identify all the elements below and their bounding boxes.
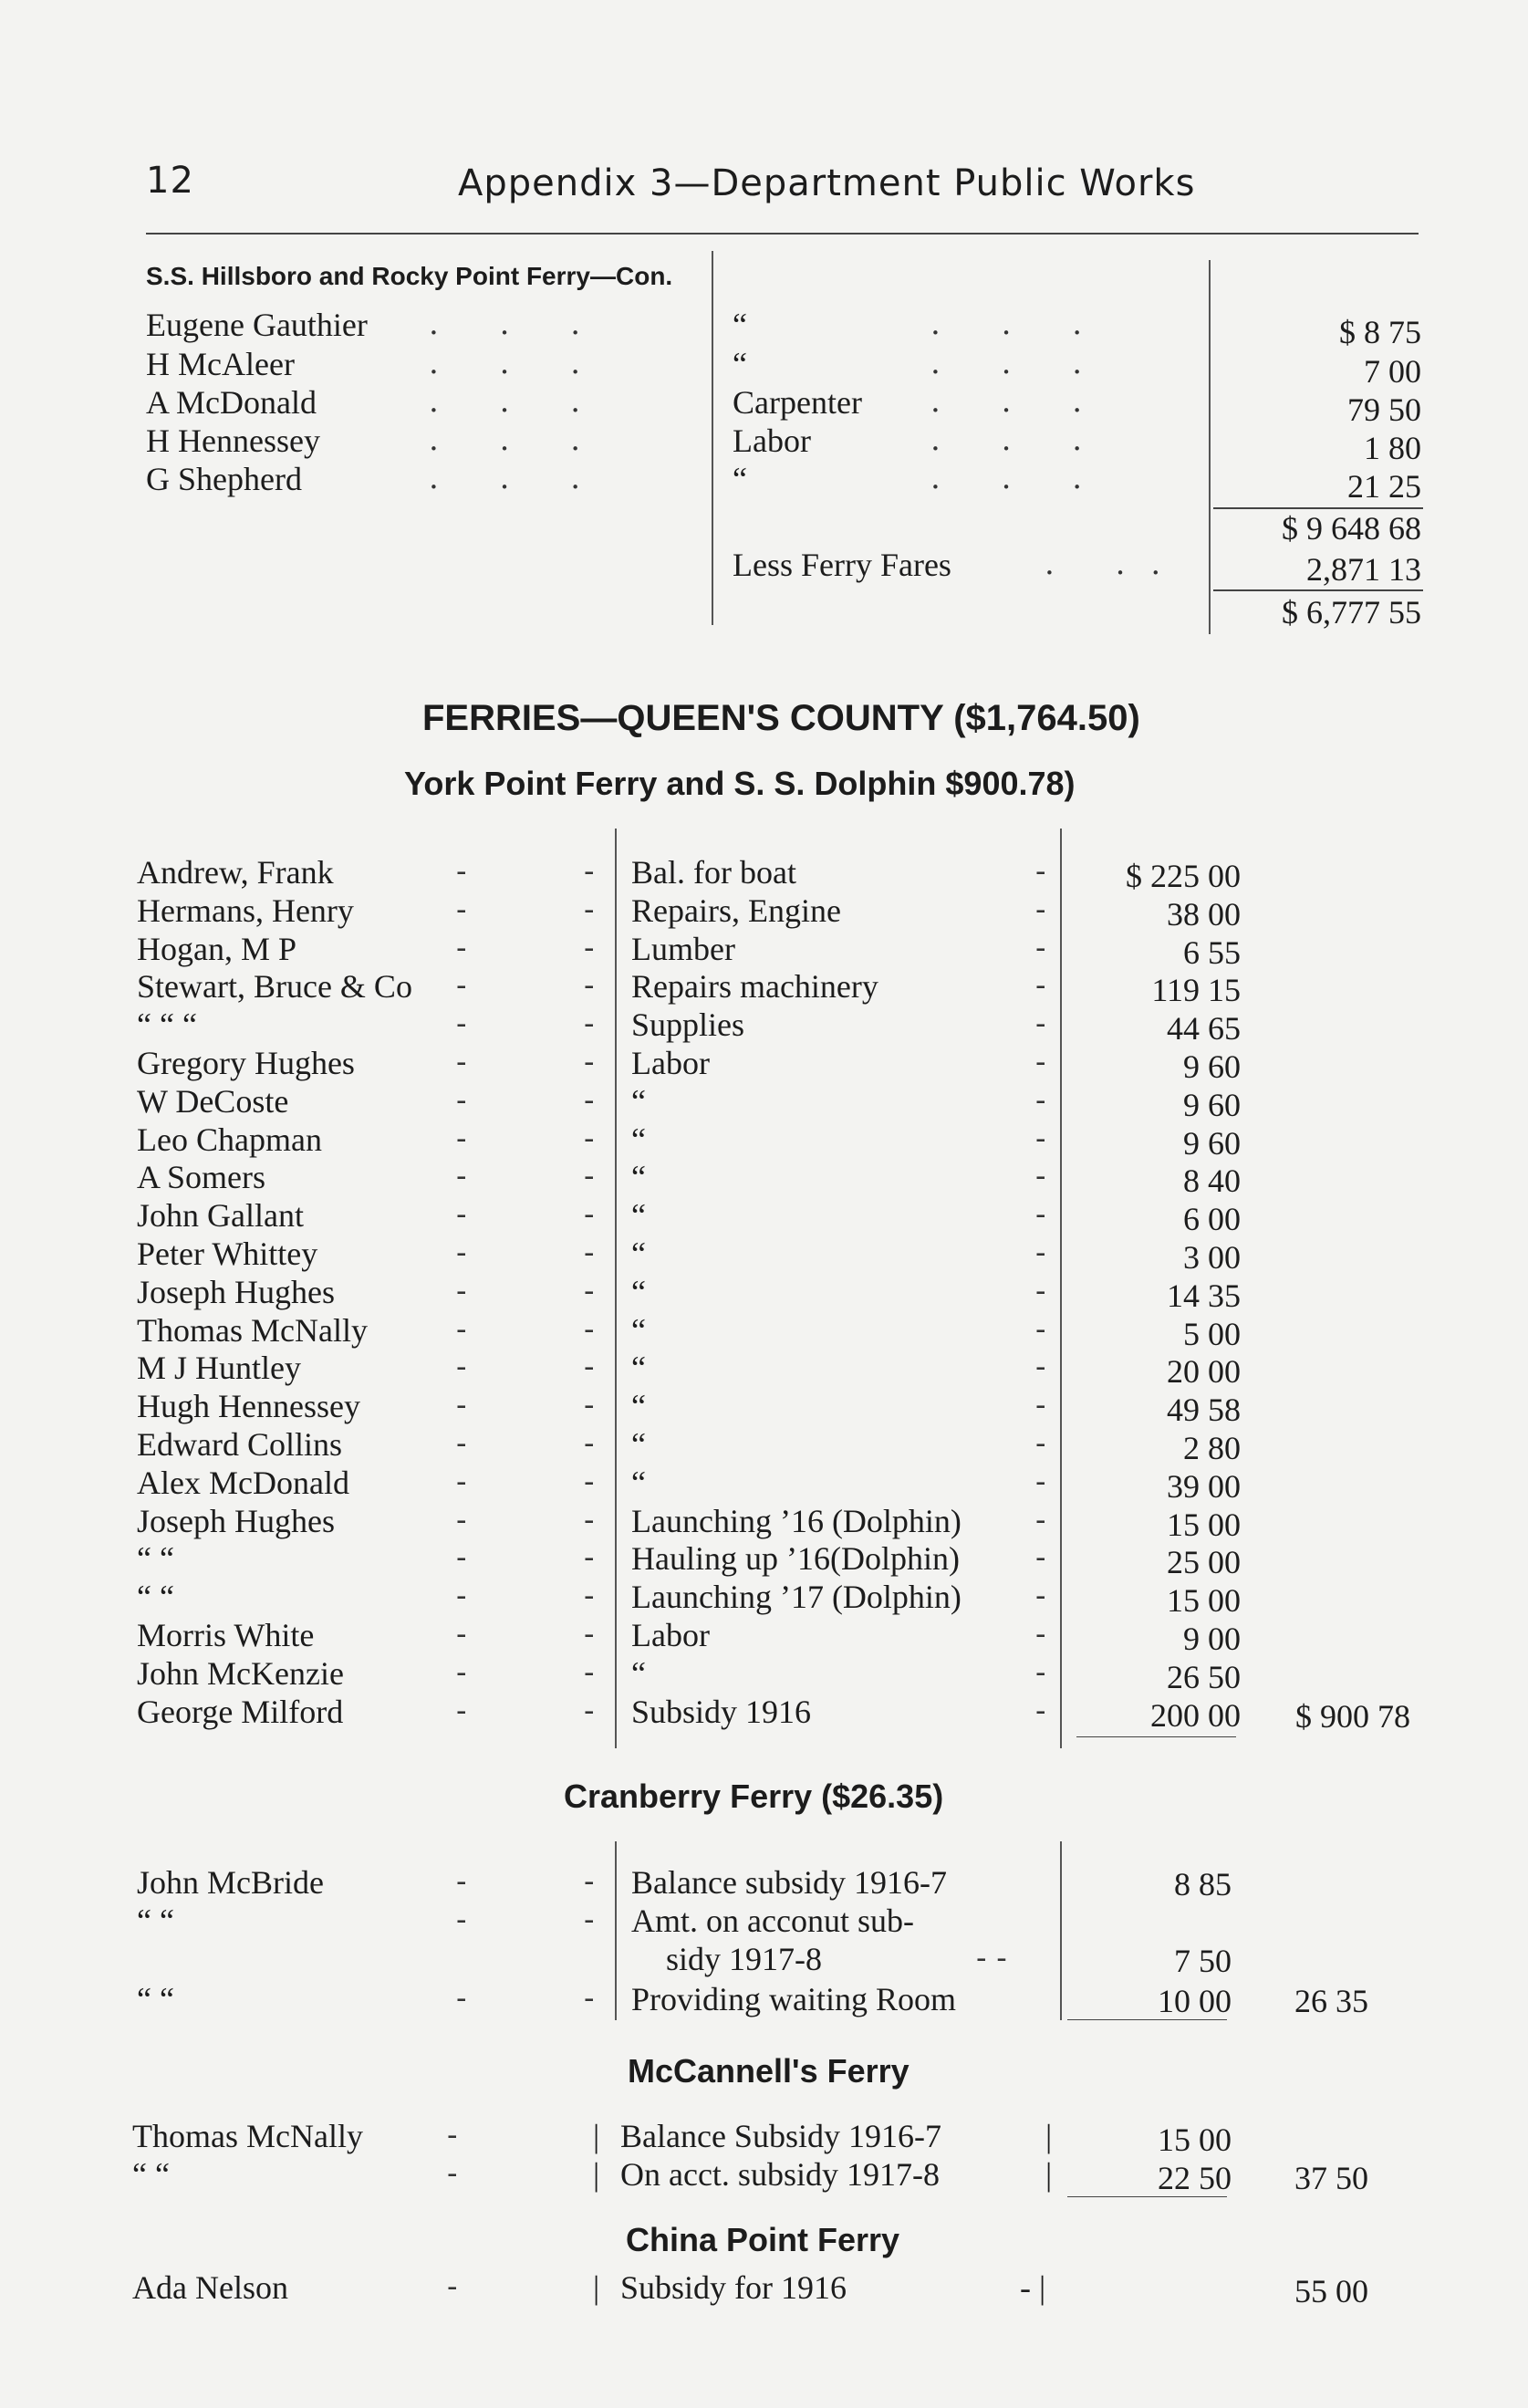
leader-dash: - <box>1035 1425 1046 1462</box>
entry-description: “ <box>733 346 747 382</box>
leader-dash: - <box>456 1502 467 1538</box>
leader-dash: - <box>456 1311 467 1348</box>
entry-amount: 119 15 <box>1151 972 1241 1008</box>
leader-dash: - <box>584 1235 595 1271</box>
entry-name: Alex McDonald <box>137 1465 349 1501</box>
leader-dash: - <box>456 1464 467 1500</box>
entry-amount: 3 00 <box>1183 1239 1241 1276</box>
entry-name: Stewart, Bruce & Co <box>137 968 412 1005</box>
leader-dash: - <box>1035 1349 1046 1385</box>
entry-name: A McDonald <box>146 384 317 421</box>
entry-description: Labor <box>631 1617 710 1653</box>
leader-dash: - <box>584 930 595 966</box>
entry-description: Labor <box>733 422 811 459</box>
entry-amount: 15 00 <box>1167 1506 1241 1543</box>
leader-dots: . . . <box>429 345 607 381</box>
entry-amount: 20 00 <box>1167 1353 1241 1390</box>
leader-dash: - <box>1035 1578 1046 1614</box>
entry-description: Supplies <box>631 1006 745 1043</box>
entry-description: On acct. subsidy 1917-8 <box>620 2156 940 2193</box>
column-divider <box>1060 829 1062 1748</box>
entry-name: Peter Whittey <box>137 1235 318 1272</box>
leader-dots: . . . <box>930 422 1108 458</box>
entry-name: “ “ “ <box>137 1006 197 1043</box>
entry-description: Providing waiting Room <box>631 1981 957 2017</box>
entry-description: “ <box>631 1655 646 1692</box>
leader-dash: - <box>447 2155 458 2192</box>
leader-dots: . . . <box>930 345 1108 381</box>
leader-dash: - <box>584 1980 595 2017</box>
leader-dots: . . . <box>930 306 1108 342</box>
entry-description: Bal. for boat <box>631 854 796 891</box>
entry-amount: 9 60 <box>1183 1125 1241 1162</box>
header-rule <box>146 233 1419 235</box>
entry-description: “ <box>631 1350 646 1386</box>
leader-dash: - <box>1035 1044 1046 1080</box>
column-bar: | <box>1045 2118 1053 2154</box>
entry-amount: 26 50 <box>1167 1659 1241 1695</box>
leader-dash: - <box>584 1273 595 1309</box>
leader-dash: - <box>584 1616 595 1652</box>
leader-dash: - <box>1035 1006 1046 1042</box>
entry-description: Labor <box>631 1045 710 1081</box>
entry-amount: 39 00 <box>1167 1468 1241 1505</box>
entry-name: Ada Nelson <box>132 2269 288 2306</box>
entry-name: “ “ <box>137 1579 174 1615</box>
leader-dots: . . . <box>429 460 607 496</box>
hillsboro-total: $ 6,777 55 <box>1282 594 1421 631</box>
entry-name: Edward Collins <box>137 1426 342 1463</box>
leader-dash: - <box>456 1235 467 1271</box>
entry-amount: 22 50 <box>1158 2160 1232 2196</box>
leader-dash: - <box>1035 1273 1046 1309</box>
leader-dots: . . . <box>429 383 607 420</box>
leader-dash: - <box>584 1044 595 1080</box>
leader-dash: - <box>1035 853 1046 890</box>
section-heading-cranberry: Cranberry Ferry ($26.35) <box>564 1777 944 1815</box>
mccannell-sum-rule <box>1067 2196 1227 2197</box>
subtotal-amount: $ 9 648 68 <box>1282 510 1421 547</box>
entry-description: “ <box>631 1121 646 1158</box>
leader-dash: - <box>456 930 467 966</box>
entry-name: G Shepherd <box>146 461 302 497</box>
entry-description: “ <box>733 307 747 343</box>
leader-dash: - <box>456 1387 467 1423</box>
leader-dash: - <box>584 1863 595 1900</box>
cranberry-total: 26 35 <box>1294 1983 1368 2019</box>
leader-dash: - <box>1035 1616 1046 1652</box>
entry-description: “ <box>631 1426 646 1463</box>
entry-amount: 10 00 <box>1158 1983 1232 2019</box>
entry-amount: 14 35 <box>1167 1277 1241 1314</box>
entry-name: “ “ <box>137 1540 174 1577</box>
entry-name: Eugene Gauthier <box>146 307 368 343</box>
section-heading-mccannell: McCannell's Ferry <box>628 2052 910 2090</box>
entry-name: Leo Chapman <box>137 1121 322 1158</box>
entry-name: Joseph Hughes <box>137 1503 335 1539</box>
section-heading-york: York Point Ferry and S. S. Dolphin $900.78) <box>404 765 1076 802</box>
leader-dash: - <box>456 1863 467 1900</box>
leader-dash: - <box>584 1196 595 1233</box>
cranberry-sum-rule <box>1067 2019 1227 2020</box>
entry-amount: 55 00 <box>1294 2273 1368 2309</box>
leader-dash: - <box>456 1616 467 1652</box>
leader-dash: - <box>447 2117 458 2153</box>
entry-description: Repairs, Engine <box>631 892 841 929</box>
leader-dash: - <box>1035 930 1046 966</box>
entry-description: Hauling up ’16(Dolphin) <box>631 1540 960 1577</box>
entry-description: Repairs machinery <box>631 968 878 1005</box>
leader-dash: - <box>1035 1121 1046 1157</box>
column-bar: | <box>593 2156 600 2193</box>
leader-dash: - <box>1035 1654 1046 1691</box>
leader-dash: - <box>1035 1082 1046 1119</box>
leader-dots: . . . <box>429 306 607 342</box>
leader-dots: . . . <box>930 383 1108 420</box>
york-sum-rule <box>1076 1736 1236 1737</box>
ferries-title: FERRIES—QUEEN'S COUNTY ($1,764.50) <box>422 698 1140 738</box>
leader-dash: - <box>456 1006 467 1042</box>
leader-dash: - <box>456 891 467 928</box>
leader-dash: - <box>584 967 595 1004</box>
entry-amount: 7 50 <box>1174 1943 1232 1979</box>
entry-description: “ <box>631 1465 646 1501</box>
entry-name: Thomas McNally <box>132 2118 363 2154</box>
entry-amount: 15 00 <box>1167 1582 1241 1619</box>
entry-name: John McKenzie <box>137 1655 344 1692</box>
leader-dash: - <box>584 1539 595 1576</box>
entry-amount: 9 60 <box>1183 1048 1241 1085</box>
leader-dash: - <box>456 1980 467 2017</box>
leader-dash: - <box>584 1902 595 1938</box>
entry-amount: 38 00 <box>1167 896 1241 933</box>
leader-dash: - <box>1035 1158 1046 1194</box>
leader-dash: - <box>584 1387 595 1423</box>
entry-name: Gregory Hughes <box>137 1045 355 1081</box>
entry-description: Carpenter <box>733 384 862 421</box>
column-divider <box>1060 1841 1062 2020</box>
entry-name: M J Huntley <box>137 1350 301 1386</box>
entry-amount: 15 00 <box>1158 2121 1232 2158</box>
leader-dash: - <box>1035 1196 1046 1233</box>
entry-name: H McAleer <box>146 346 295 382</box>
leader-dash: - <box>1035 1235 1046 1271</box>
leader-dash: - <box>456 1693 467 1729</box>
entry-description: Balance Subsidy 1916-7 <box>620 2118 941 2154</box>
leader-dash: - <box>584 1082 595 1119</box>
entry-name: John Gallant <box>137 1197 304 1234</box>
entry-amount: 200 00 <box>1150 1697 1241 1734</box>
leader-dash: - <box>456 1578 467 1614</box>
leader-dash: - <box>1035 1464 1046 1500</box>
entry-name: H Hennessey <box>146 422 320 459</box>
leader-dash: - <box>1035 891 1046 928</box>
leader-dash: - <box>584 1158 595 1194</box>
mccannell-total: 37 50 <box>1294 2160 1368 2196</box>
leader-dash: - <box>584 1425 595 1462</box>
entry-amount: 7 00 <box>1364 353 1421 390</box>
leader-dash: - <box>456 1121 467 1157</box>
entry-name: Joseph Hughes <box>137 1274 335 1310</box>
column-bar: | <box>593 2269 600 2306</box>
entry-amount: 49 58 <box>1167 1392 1241 1428</box>
entry-description: Subsidy 1916 <box>631 1694 812 1730</box>
entry-amount: 44 65 <box>1167 1010 1241 1047</box>
entry-name: Hogan, M P <box>137 931 297 967</box>
entry-name: George Milford <box>137 1694 344 1730</box>
leader-dash: - <box>1035 967 1046 1004</box>
entry-amount: 8 85 <box>1174 1866 1232 1902</box>
column-divider <box>1209 260 1211 634</box>
entry-description: “ <box>631 1274 646 1310</box>
entry-name: “ “ <box>137 1981 174 2017</box>
entry-name: Hermans, Henry <box>137 892 354 929</box>
leader-dash: - <box>456 967 467 1004</box>
entry-name: Andrew, Frank <box>137 854 334 891</box>
entry-amount: 79 50 <box>1347 391 1421 428</box>
leader-dash: - <box>456 1044 467 1080</box>
entry-description: Balance subsidy 1916-7 <box>631 1864 947 1901</box>
entry-amount: 21 25 <box>1347 468 1421 505</box>
entry-name: “ “ <box>132 2156 170 2193</box>
leader-dots: . .. <box>1045 546 1187 582</box>
leader-dash: - <box>456 1082 467 1119</box>
leader-dash: - <box>584 1654 595 1691</box>
leader-dash: - <box>456 1654 467 1691</box>
york-total: $ 900 78 <box>1295 1698 1410 1735</box>
leader-dash: - <box>584 1693 595 1729</box>
entry-amount: 6 55 <box>1183 934 1241 971</box>
leader-dash: - <box>447 2268 458 2305</box>
leader-dash: - <box>456 1273 467 1309</box>
leader-dash: - <box>584 1311 595 1348</box>
leader-dash: - <box>584 1349 595 1385</box>
leader-dash: - <box>456 1539 467 1576</box>
entry-name: W DeCoste <box>137 1083 289 1120</box>
leader-dash: - <box>584 1464 595 1500</box>
column-divider <box>615 1841 617 2020</box>
entry-amount: $ 8 75 <box>1339 314 1421 350</box>
page-title: Appendix 3—Department Public Works <box>458 162 1196 204</box>
leader-dash: - <box>1035 1693 1046 1729</box>
entry-amount: 9 00 <box>1183 1621 1241 1657</box>
leader-dash: - <box>584 891 595 928</box>
entry-amount: 25 00 <box>1167 1544 1241 1580</box>
entry-amount: 2 80 <box>1183 1430 1241 1466</box>
entry-name: Hugh Hennessey <box>137 1388 360 1424</box>
entry-name: Morris White <box>137 1617 315 1653</box>
column-divider <box>615 829 617 1748</box>
entry-amount: 6 00 <box>1183 1201 1241 1237</box>
entry-amount: 8 40 <box>1183 1162 1241 1199</box>
entry-amount: 1 80 <box>1364 430 1421 466</box>
less-fares-amount: 2,871 13 <box>1306 551 1421 588</box>
leader-dash: - <box>456 1196 467 1233</box>
total-rule <box>1213 589 1423 591</box>
less-fares-label: Less Ferry Fares <box>733 547 951 583</box>
entry-description: Launching ’16 (Dolphin) <box>631 1503 961 1539</box>
page-number: 12 <box>146 160 194 202</box>
entry-description: “ <box>631 1083 646 1120</box>
entry-name: Thomas McNally <box>137 1312 368 1349</box>
leader-dash: - <box>456 1902 467 1938</box>
leader-dash: - <box>456 1349 467 1385</box>
entry-name: A Somers <box>137 1159 266 1195</box>
entry-name: “ “ <box>137 1902 174 1939</box>
leader-dash: - <box>584 853 595 890</box>
leader-dash: - <box>456 1158 467 1194</box>
entry-description: “ <box>733 461 747 497</box>
leader-dash: - <box>584 1121 595 1157</box>
entry-name: John McBride <box>137 1864 324 1901</box>
entry-description: “ <box>631 1388 646 1424</box>
entry-description: “ <box>631 1312 646 1349</box>
entry-amount: 9 60 <box>1183 1087 1241 1123</box>
leader-dash: - <box>1035 1311 1046 1348</box>
entry-description: Lumber <box>631 931 735 967</box>
leader-dash: - - <box>976 1940 1007 1976</box>
column-bar: | <box>1045 2156 1053 2193</box>
entry-description: “ <box>631 1235 646 1272</box>
entry-description-cont: sidy 1917-8 <box>666 1941 822 1977</box>
leader-dash: - <box>1035 1502 1046 1538</box>
leader-dash: - <box>456 1425 467 1462</box>
entry-amount: 5 00 <box>1183 1316 1241 1352</box>
leader-dash: - <box>584 1502 595 1538</box>
entry-description: Launching ’17 (Dolphin) <box>631 1579 961 1615</box>
leader-dash: - <box>456 853 467 890</box>
leader-dash: - <box>584 1578 595 1614</box>
column-bar: - | <box>1020 2269 1046 2306</box>
section-heading-hillsboro: S.S. Hillsboro and Rocky Point Ferry—Con. <box>146 262 673 290</box>
leader-dots: . . . <box>429 422 607 458</box>
column-divider <box>712 251 713 625</box>
leader-dash: - <box>584 1006 595 1042</box>
leader-dash: - <box>1035 1387 1046 1423</box>
entry-amount: $ 225 00 <box>1126 858 1241 894</box>
entry-description: “ <box>631 1197 646 1234</box>
column-bar: | <box>593 2118 600 2154</box>
entry-description: Subsidy for 1916 <box>620 2269 847 2306</box>
leader-dots: . . . <box>930 460 1108 496</box>
section-heading-china: China Point Ferry <box>626 2221 900 2258</box>
entry-description: Amt. on acconut sub- <box>631 1902 914 1939</box>
entry-description: “ <box>631 1159 646 1195</box>
leader-dash: - <box>1035 1539 1046 1576</box>
